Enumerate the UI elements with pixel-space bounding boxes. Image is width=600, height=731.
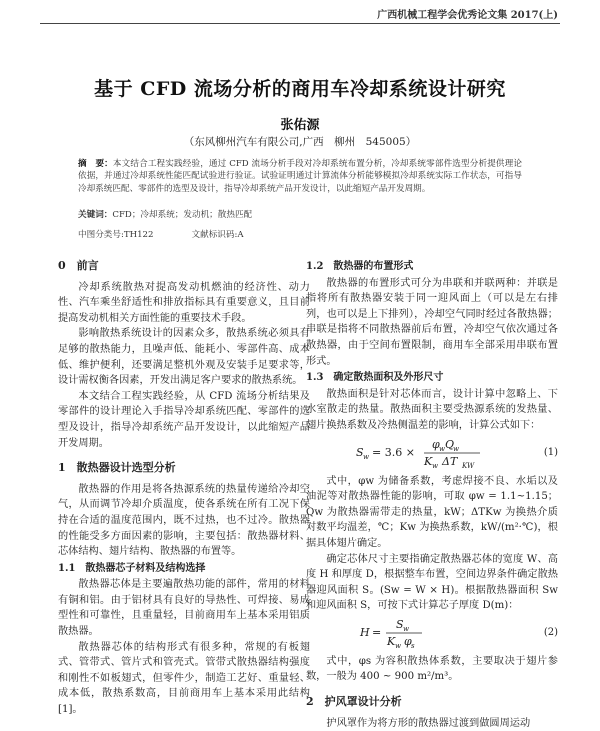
paragraph: 散热器芯体是主要遍散热功能的部件，常用的材料有铜和铝。由于铝材具有良好的导热性、可焊接、易成型性和可靠性，且重量轻，目前商用车上基本采用铝质散热器。 (58, 579, 310, 638)
paragraph: 本文结合工程实践经验，从 CFD 流场分析结果及零部件的设计理论入手指导冷却系统匹配、零部件的选型及设计，指导冷却系统产品开发设计，以此缩短产品开发周期。 (58, 390, 310, 449)
paragraph: 散热器芯体的结构形式有很多种，常规的有板翅式、管带式、管片式和管壳式。管带式散热器结构强度和刚性不如板翅式，但零件少，制造工艺好、重量轻、成本低，散热系数高，目前商用车上基本采用此结构[1]。 (58, 641, 310, 716)
paragraph: 散热器的作用是将各热源系统的热量传递给冷却空气，从而调节冷却介质温度，使各系统在所有工况下保持在合适的温度范围内，既不过热，也不过冷。散热器的性能受多方面因素的影响，主要包括：散热器材料、芯体结构、翅片结构、散热器的布置等。 (58, 483, 310, 558)
eq1-num-sub: w (439, 444, 445, 453)
eq1-num: φ (432, 437, 440, 451)
eq2-lhs: H (360, 625, 370, 639)
section-0-heading: 0 前言 (58, 259, 99, 272)
paragraph: 确定芯体尺寸主要指确定散热器芯体的宽度 W、高度 H 和厚度 D，根据整车布置，空间边界条件确定散热器迎风面积 S。(Sw = W × H)。根据散热器面积 Sw 和迎风面积 S，可按下式计算芯子厚度 D(m)： (306, 553, 558, 612)
eq1-coef: = 3.6 × (372, 445, 415, 459)
paragraph: 式中，φs 为容积散热体系数，主要取决于翅片参数，一般为 400 ~ 900 m²/m³。 (306, 655, 558, 683)
paragraph: 式中，φw 为储备系数，考虑焊接不良、水垢以及油泥等对散热器性能的影响，可取 φw = 1.1~1.15；Qw 为散热器需带走的热量，kW；ΔTKw 为换热介质对数平均温差，℃；Kw 为换热系数，kW/(m²·℃)，根据具体翅片确定。 (306, 475, 558, 549)
affiliation: （东风柳州汽车有限公司,广西 柳州 545005） (183, 136, 417, 148)
right-column (306, 258, 558, 731)
eq2-den2-sub: s (411, 641, 415, 650)
eq1-lhs: S (356, 445, 364, 459)
section-2-heading: 2 护风罩设计分析 (306, 695, 402, 709)
equation-2-graphic (356, 616, 456, 650)
eq1-lhs-sub: w (363, 452, 369, 461)
abstract (78, 158, 522, 195)
section-1-3-heading: 1.3 确定散热面积及外形尺寸 (306, 372, 444, 384)
eq1-num2: Q (445, 437, 455, 451)
header-rule (40, 23, 560, 24)
section-1-heading: 1 散热器设计选型分析 (58, 461, 176, 475)
eq2-number: (2) (543, 626, 558, 638)
eq2-den2: φ (404, 634, 412, 648)
eq2-den-sub: w (395, 641, 401, 650)
abstract-text: 本文结合工程实践经验，通过 CFD 流场分析手段对冷却系统布置分析，冷却系统零部件选型分析提供理论依据，并通过冷却系统性能匹配试验进行验证。试验证明通过计算流体分析能够模拟冷却系统实际工作状态，可指导冷却系统匹配、零部件的选型及设计，指导冷却系统产品开发设计，以此缩短产品开发周期。 (78, 159, 522, 194)
eq2-num-sub: w (403, 624, 409, 633)
document-code: 文献标识码:A (191, 230, 244, 240)
paragraph: 影响散热系统设计的因素众多，散热系统必须具有足够的散热能力，且噪声低、能耗小、零部件高、成本低、维护便利，还要满足整机外观及安装手足要求等，设计需权衡各因素，开发出满足客户要求的散热系统。 (58, 328, 310, 387)
abstract-label: 摘 要： (78, 159, 113, 169)
paper-title: 基于 CFD 流场分析的商用车冷却系统设计研究 (94, 78, 506, 100)
section-1-2-heading: 1.2 散热器的布置形式 (306, 261, 414, 272)
keywords-text: CFD；冷却系统；发动机；散热匹配 (112, 210, 253, 220)
classification (78, 228, 282, 240)
author: 张佑源 (280, 118, 320, 133)
eq1-number: (1) (543, 446, 558, 458)
equation-1 (306, 436, 558, 470)
eq1-den2: ΔT (442, 454, 458, 468)
paragraph: 散热器的布置形式可分为串联和并联两种：并联是指将所有散热器安装于同一迎风面上（可以是左右排列，也可以是上下排列），冷却空气同时经过各散热器；串联是指将不同散热器前后布置，冷却空气依次通过各散热器，由于空间布置限制，商用车全部采用串联布置形式。 (306, 277, 558, 367)
equation-1-graphic (356, 436, 496, 470)
eq2-coef: = (372, 625, 382, 639)
eq2-num: S (396, 617, 404, 631)
keywords (78, 208, 522, 220)
journal-header: 广西机械工程学会优秀论文集 2017(上) (377, 10, 558, 21)
eq2-den: K (387, 634, 396, 648)
equation-2 (306, 616, 558, 650)
eq1-den2-sub: KW (462, 461, 475, 470)
paragraph: 护风罩作为将方形的散热器过渡到做圆周运动 (326, 717, 531, 729)
clc-number: 中图分类号:TH122 (78, 230, 154, 240)
left-column (58, 258, 310, 718)
eq1-num2-sub: w (453, 444, 459, 453)
section-1-1-heading: 1.1 散热器芯子材料及结构选择 (58, 562, 206, 574)
paragraph: 冷却系统散热对提高发动机燃油的经济性、动力性、汽车乘坐舒适性和排放指标具有重要意义，且目前提高发动机相关方面性能的重要技术手段。 (58, 281, 310, 324)
eq1-den-sub: w (432, 461, 438, 470)
keywords-label: 关键词： (78, 210, 113, 220)
eq1-den: K (424, 454, 433, 468)
paragraph: 散热面积是针对芯体而言，设计计算中忽略上、下水室散走的热量。散热面积主要受热源系统的发热量、翅片换热系数及冷热侧温差的影响，计算公式如下： (306, 388, 558, 431)
